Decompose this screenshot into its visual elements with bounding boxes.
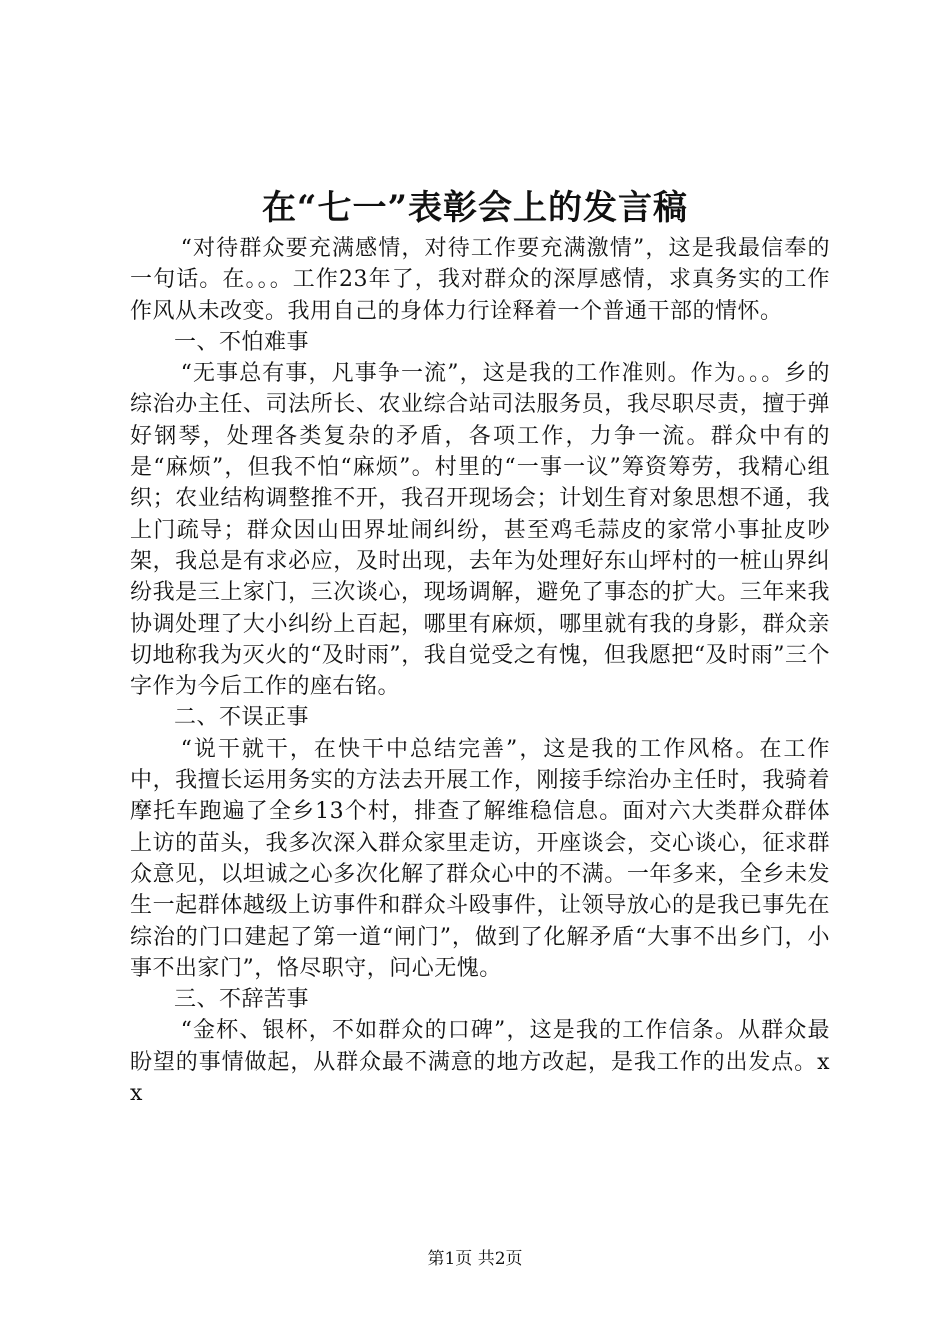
document-title: 在“七一”表彰会上的发言稿 — [261, 188, 689, 228]
section-heading-2: 二、不误正事 — [174, 705, 310, 731]
paragraph-section-3: “金杯、银杯，不如群众的口碑”，这是我的工作信条。从群众最盼望的事情做起，从群众最不满意的地方改起，是我工作的出发点。xx — [130, 1018, 830, 1107]
paragraph-intro: “对待群众要充满感情，对待工作要充满激情”，这是我最信奉的一句话。在。。。工作23年了，我对群众的深厚感情，求真务实的工作作风从未改变。我用自己的身体力行诠释着一个普通干部的情怀。 — [130, 236, 830, 324]
paragraph-section-1: “无事总有事，凡事争一流”，这是我的工作准则。作为。。。乡的综治办主任、司法所长、农业综合站司法服务员，我尽职尽责，擅于弹好钢琴，处理各类复杂的矛盾，各项工作，力争一流。群众中有的是“麻烦”，但我不怕“麻烦”。村里的“一事一议”筹资筹劳，我精心组织；农业结构调整推不开，我召开现场会；计划生育对象思想不通，我上门疏导；群众因山田界址闹纠纷，甚至鸡毛蒜皮的家常小事扯皮吵架，我总是有求必应，及时出现，去年为处理好东山坪村的一桩山界纠纷我是三上家门，三次谈心，现场调解，避免了事态的扩大。三年来我协调处理了大小纠纷上百起，哪里有麻烦，哪里就有我的身影，群众亲切地称我为灭火的“及时雨”，我自觉受之有愧，但我愿把“及时雨”三个字作为今后工作的座右铭。 — [130, 361, 830, 700]
page-footer: 第1页 共2页 — [427, 1249, 523, 1269]
section-heading-1: 一、不怕难事 — [174, 329, 310, 355]
section-heading-3: 三、不辞苦事 — [174, 987, 310, 1013]
paragraph-section-2: “说干就干，在快干中总结完善”，这是我的工作风格。在工作中，我擅长运用务实的方法去开展工作，刚接手综治办主任时，我骑着摩托车跑遍了全乡13个村，排查了解维稳信息。面对六大类群众群体上访的苗头，我多次深入群众家里走访，开座谈会，交心谈心，征求群众意见，以坦诚之心多次化解了群众心中的不满。一年多来，全乡未发生一起群体越级上访事件和群众斗殴事件，让领导放心的是我已事先在综治的门口建起了第一道“闸门”，做到了化解矛盾“大事不出乡门，小事不出家门”，恪尽职守，问心无愧。 — [130, 736, 830, 981]
document-body — [130, 233, 830, 1109]
